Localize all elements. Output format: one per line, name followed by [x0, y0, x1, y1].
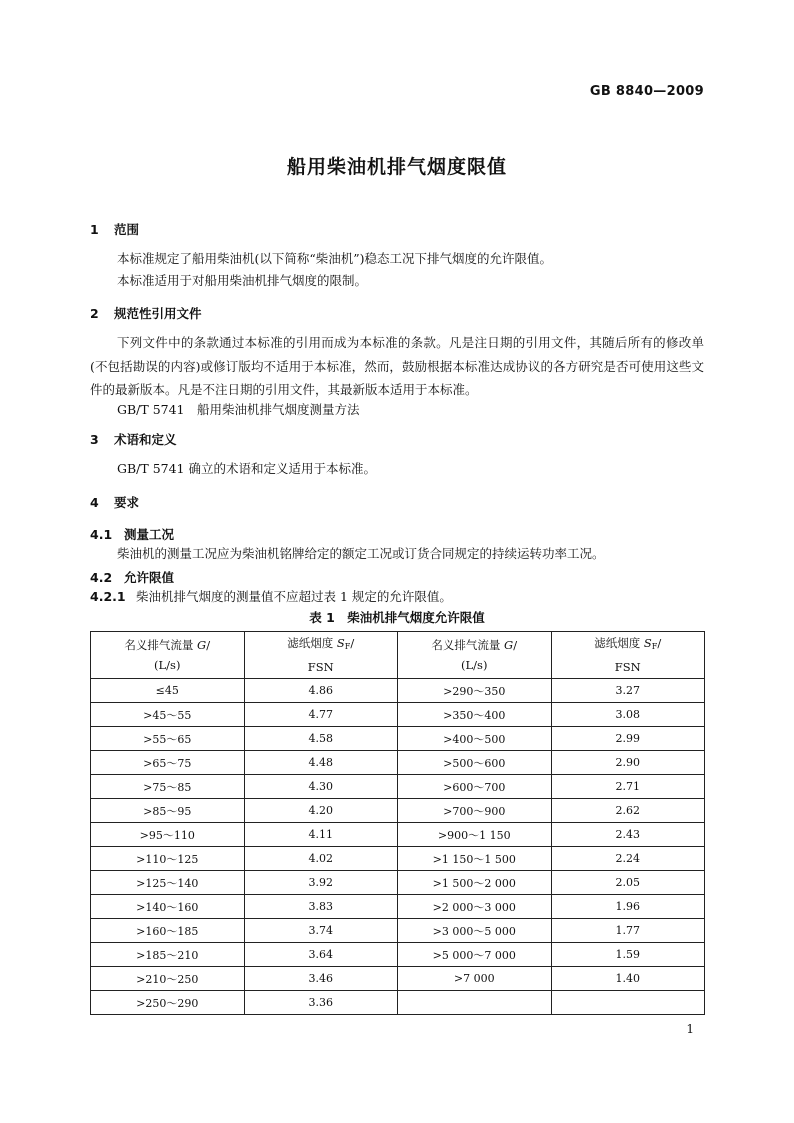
table-cell: >1 500～2 000: [398, 871, 552, 895]
section-2-heading: [90, 304, 202, 322]
table-cell: 3.08: [551, 703, 705, 727]
smoke-limit-table: [90, 631, 705, 1015]
section-title: 测量工况: [124, 527, 175, 542]
section-4-2-heading: [90, 568, 174, 586]
table-cell: 2.43: [551, 823, 705, 847]
table-cell: >700～900: [398, 799, 552, 823]
table-cell: 4.48: [244, 751, 398, 775]
table-cell: 3.36: [244, 991, 398, 1015]
table-cell: 2.62: [551, 799, 705, 823]
table-cell: 4.86: [244, 679, 398, 703]
table-cell: 4.58: [244, 727, 398, 751]
table-row: [91, 775, 705, 799]
section-number: 4.2.1: [90, 589, 126, 604]
table-row: [91, 703, 705, 727]
table-row: [91, 679, 705, 703]
table-cell: 4.11: [244, 823, 398, 847]
table-cell: 1.96: [551, 895, 705, 919]
table-cell: 4.77: [244, 703, 398, 727]
table-cell: >125～140: [91, 871, 245, 895]
section-1-paragraph-1: 本标准规定了船用柴油机(以下简称“柴油机”)稳态工况下排气烟度的允许限值。: [117, 251, 553, 266]
table-cell: >500～600: [398, 751, 552, 775]
table-header-row: [91, 632, 705, 679]
header-filter-smoke: 滤纸烟度 $S_F/$ FSN: [551, 632, 705, 679]
table-row: [91, 871, 705, 895]
table-cell: >290～350: [398, 679, 552, 703]
table-cell: 2.90: [551, 751, 705, 775]
table-cell: >7 000: [398, 967, 552, 991]
table-cell: >600～700: [398, 775, 552, 799]
table-cell: 1.59: [551, 943, 705, 967]
table-cell: >160～185: [91, 919, 245, 943]
table-cell: 3.74: [244, 919, 398, 943]
section-number: 3: [90, 432, 99, 447]
table-cell: 4.02: [244, 847, 398, 871]
table-cell: >85～95: [91, 799, 245, 823]
table-cell: 2.99: [551, 727, 705, 751]
section-4-2-1-text: 柴油机排气烟度的测量值不应超过表 1 规定的允许限值。: [136, 589, 452, 604]
section-number: 1: [90, 222, 99, 237]
section-number: 4.1: [90, 527, 113, 542]
table-cell: >350～400: [398, 703, 552, 727]
section-4-2-1-paragraph: [90, 585, 704, 609]
header-nominal-flow: 名义排气流量 G/ (L/s): [398, 632, 552, 679]
standard-code: GB 8840—2009: [589, 84, 704, 99]
table-cell: 4.20: [244, 799, 398, 823]
table-cell: ≤45: [91, 679, 245, 703]
table-cell: 3.46: [244, 967, 398, 991]
table-cell: >75～85: [91, 775, 245, 799]
table-cell: 3.83: [244, 895, 398, 919]
table-cell: 1.40: [551, 967, 705, 991]
table-row: [91, 823, 705, 847]
normative-reference: GB/T 5741 船用柴油机排气烟度测量方法: [117, 402, 360, 417]
section-title: 要求: [114, 495, 140, 510]
table-cell: >2 000～3 000: [398, 895, 552, 919]
table-row: [91, 799, 705, 823]
table-cell: >55～65: [91, 727, 245, 751]
table-cell: >3 000～5 000: [398, 919, 552, 943]
page-number: 1: [686, 1022, 694, 1036]
header-nominal-flow: 名义排气流量 G/ (L/s): [91, 632, 245, 679]
table-cell: >1 150～1 500: [398, 847, 552, 871]
section-1-heading: [90, 220, 139, 238]
table-cell: >95～110: [91, 823, 245, 847]
table-cell: >185～210: [91, 943, 245, 967]
section-title: 范围: [114, 222, 140, 237]
section-2-paragraph: 下列文件中的条款通过本标准的引用而成为本标准的条款。凡是注日期的引用文件，其随后所有的修改单(不包括勘误的内容)或修订版均不适用于本标准，然而，鼓励根据本标准达成协议的各方研究是否可使用这些文件的最新版本。凡是不注日期的引用文件，其最新版本适用于本标准。: [90, 335, 704, 397]
table-row: [91, 967, 705, 991]
section-title: 术语和定义: [114, 432, 177, 447]
section-4-1-heading: [90, 525, 174, 543]
table-cell: 2.71: [551, 775, 705, 799]
table-cell: [551, 991, 705, 1015]
section-3-paragraph: GB/T 5741 确立的术语和定义适用于本标准。: [117, 461, 376, 476]
table-cell: 4.30: [244, 775, 398, 799]
section-4-1-paragraph: 柴油机的测量工况应为柴油机铭牌给定的额定工况或订货合同规定的持续运转功率工况。: [117, 546, 605, 561]
section-number: 2: [90, 306, 99, 321]
section-title: 允许限值: [124, 570, 175, 585]
section-3-heading: [90, 430, 177, 448]
section-number: 4.2: [90, 570, 113, 585]
table-row: [91, 991, 705, 1015]
table-caption: 表 1 柴油机排气烟度允许限值: [309, 610, 485, 625]
table-cell: >5 000～7 000: [398, 943, 552, 967]
document-title: 船用柴油机排气烟度限值: [286, 156, 507, 178]
table-cell: >45～55: [91, 703, 245, 727]
table-cell: >400～500: [398, 727, 552, 751]
table-row: [91, 895, 705, 919]
table-row: [91, 751, 705, 775]
table-cell: 1.77: [551, 919, 705, 943]
table-cell: 3.27: [551, 679, 705, 703]
section-number: 4: [90, 495, 99, 510]
table-row: [91, 943, 705, 967]
section-title: 规范性引用文件: [114, 306, 202, 321]
table-cell: >65～75: [91, 751, 245, 775]
table-row: [91, 919, 705, 943]
table-cell: >250～290: [91, 991, 245, 1015]
header-filter-smoke: 滤纸烟度 $S_F/$ FSN: [244, 632, 398, 679]
table-cell: 3.92: [244, 871, 398, 895]
table-cell: 3.64: [244, 943, 398, 967]
table-row: [91, 847, 705, 871]
table-row: [91, 727, 705, 751]
table-cell: >900～1 150: [398, 823, 552, 847]
table-cell: >110～125: [91, 847, 245, 871]
section-4-heading: [90, 493, 139, 511]
table-cell: 2.24: [551, 847, 705, 871]
table-cell: [398, 991, 552, 1015]
table-cell: 2.05: [551, 871, 705, 895]
table-cell: >140～160: [91, 895, 245, 919]
section-1-paragraph-2: 本标准适用于对船用柴油机排气烟度的限制。: [117, 273, 368, 288]
table-cell: >210～250: [91, 967, 245, 991]
